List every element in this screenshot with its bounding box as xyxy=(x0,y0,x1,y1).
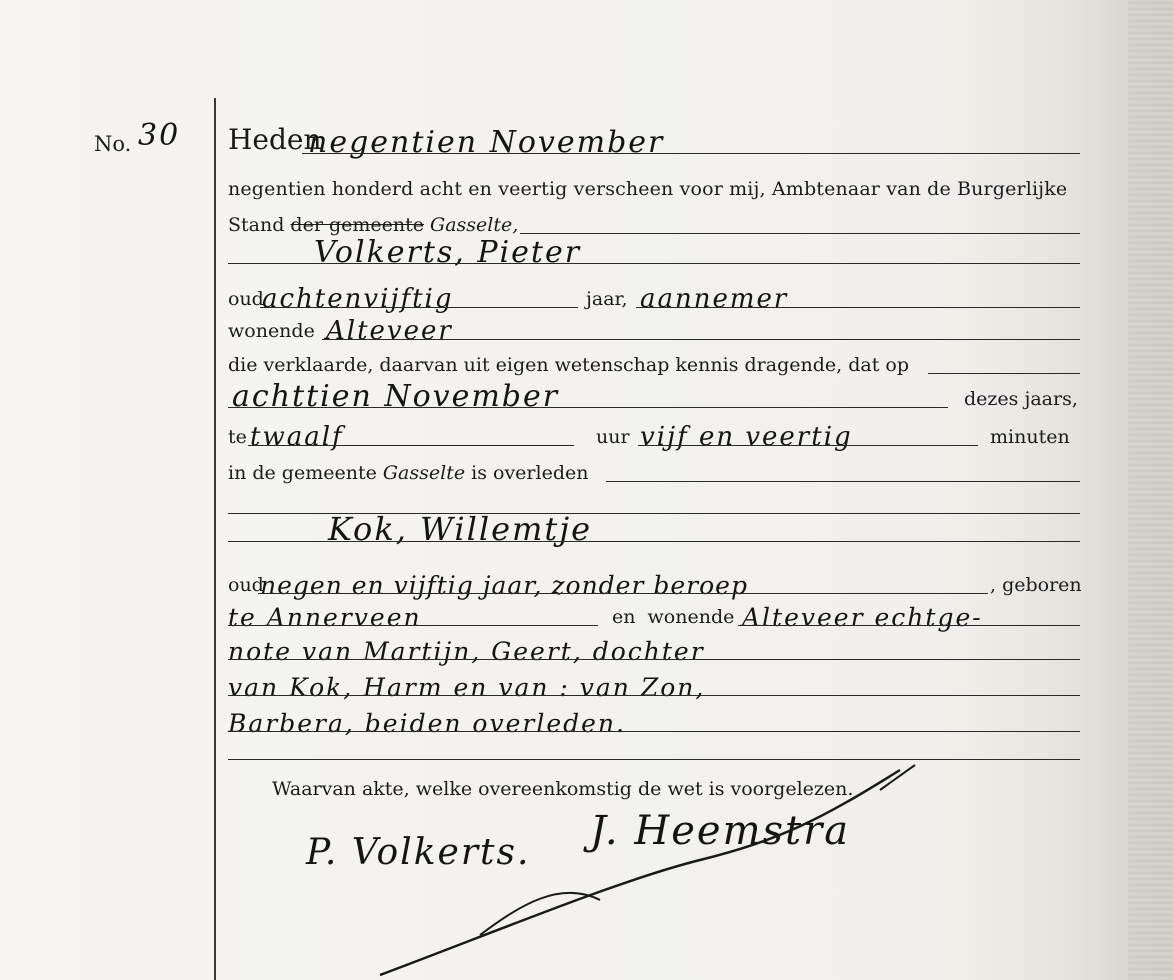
record-number-label: No. xyxy=(94,132,132,156)
label-minuten: minuten xyxy=(990,426,1070,448)
hand-parents-2: Barbera, beiden overleden. xyxy=(228,709,626,738)
label-wonende: wonende xyxy=(228,320,315,342)
label-te: te xyxy=(228,426,247,448)
signature-declarant: P. Volkerts. xyxy=(306,832,531,873)
hand-deceased-age: negen en vijftig jaar, zonder beroep xyxy=(260,571,748,600)
label-in-de-gemeente: in de gemeente xyxy=(228,462,383,484)
municipality: Gasselte xyxy=(382,462,466,484)
label-uur: uur xyxy=(596,426,630,448)
municipality: Gasselte, xyxy=(430,214,519,236)
label-geboren: , geboren xyxy=(990,574,1082,596)
record-number-value: 30 xyxy=(138,118,181,153)
hand-spouse: note van Martijn, Geert, dochter xyxy=(228,637,705,666)
text-declared: die verklaarde, daarvan uit eigen wetenschap kennis dragende, dat op xyxy=(228,354,909,376)
hand-deceased-name: Kok, Willemtje xyxy=(328,510,593,548)
label-oud: oud xyxy=(228,288,264,310)
signature-official: J. Heemstra xyxy=(590,808,851,854)
closing-text: Waarvan akte, welke overeenkomstig de wet is voorgelezen. xyxy=(272,778,854,800)
label-is-overleden: is overleden xyxy=(465,462,589,484)
hand-age: achtenvijftig xyxy=(262,284,454,314)
hand-death-date: achttien November xyxy=(232,379,560,414)
hand-date: negentien November xyxy=(308,125,665,160)
hand-residence: Alteveer xyxy=(326,316,453,346)
label-oud: oud xyxy=(228,574,264,596)
struck-text: der gemeente xyxy=(290,214,424,236)
label-en-wonende: en wonende xyxy=(612,606,735,628)
hand-occupation: aannemer xyxy=(640,284,789,314)
label-heden: Heden xyxy=(228,123,322,156)
label-stand: Stand xyxy=(228,214,291,236)
hand-declarant-name: Volkerts, Pieter xyxy=(314,235,582,270)
hand-residence-deceased: Alteveer echtge- xyxy=(742,603,983,632)
text-year: negentien honderd acht en veertig verscheen voor mij, Ambtenaar van de Burgerlijke xyxy=(228,178,1068,200)
label-dezes-jaars: dezes jaars, xyxy=(964,388,1078,410)
hand-birthplace: te Annerveen xyxy=(228,603,422,632)
hand-hour: twaalf xyxy=(250,422,344,452)
label-jaar: jaar, xyxy=(586,288,628,310)
hand-minutes: vijf en veertig xyxy=(640,422,853,452)
hand-parents: van Kok, Harm en van : van Zon, xyxy=(228,673,706,702)
